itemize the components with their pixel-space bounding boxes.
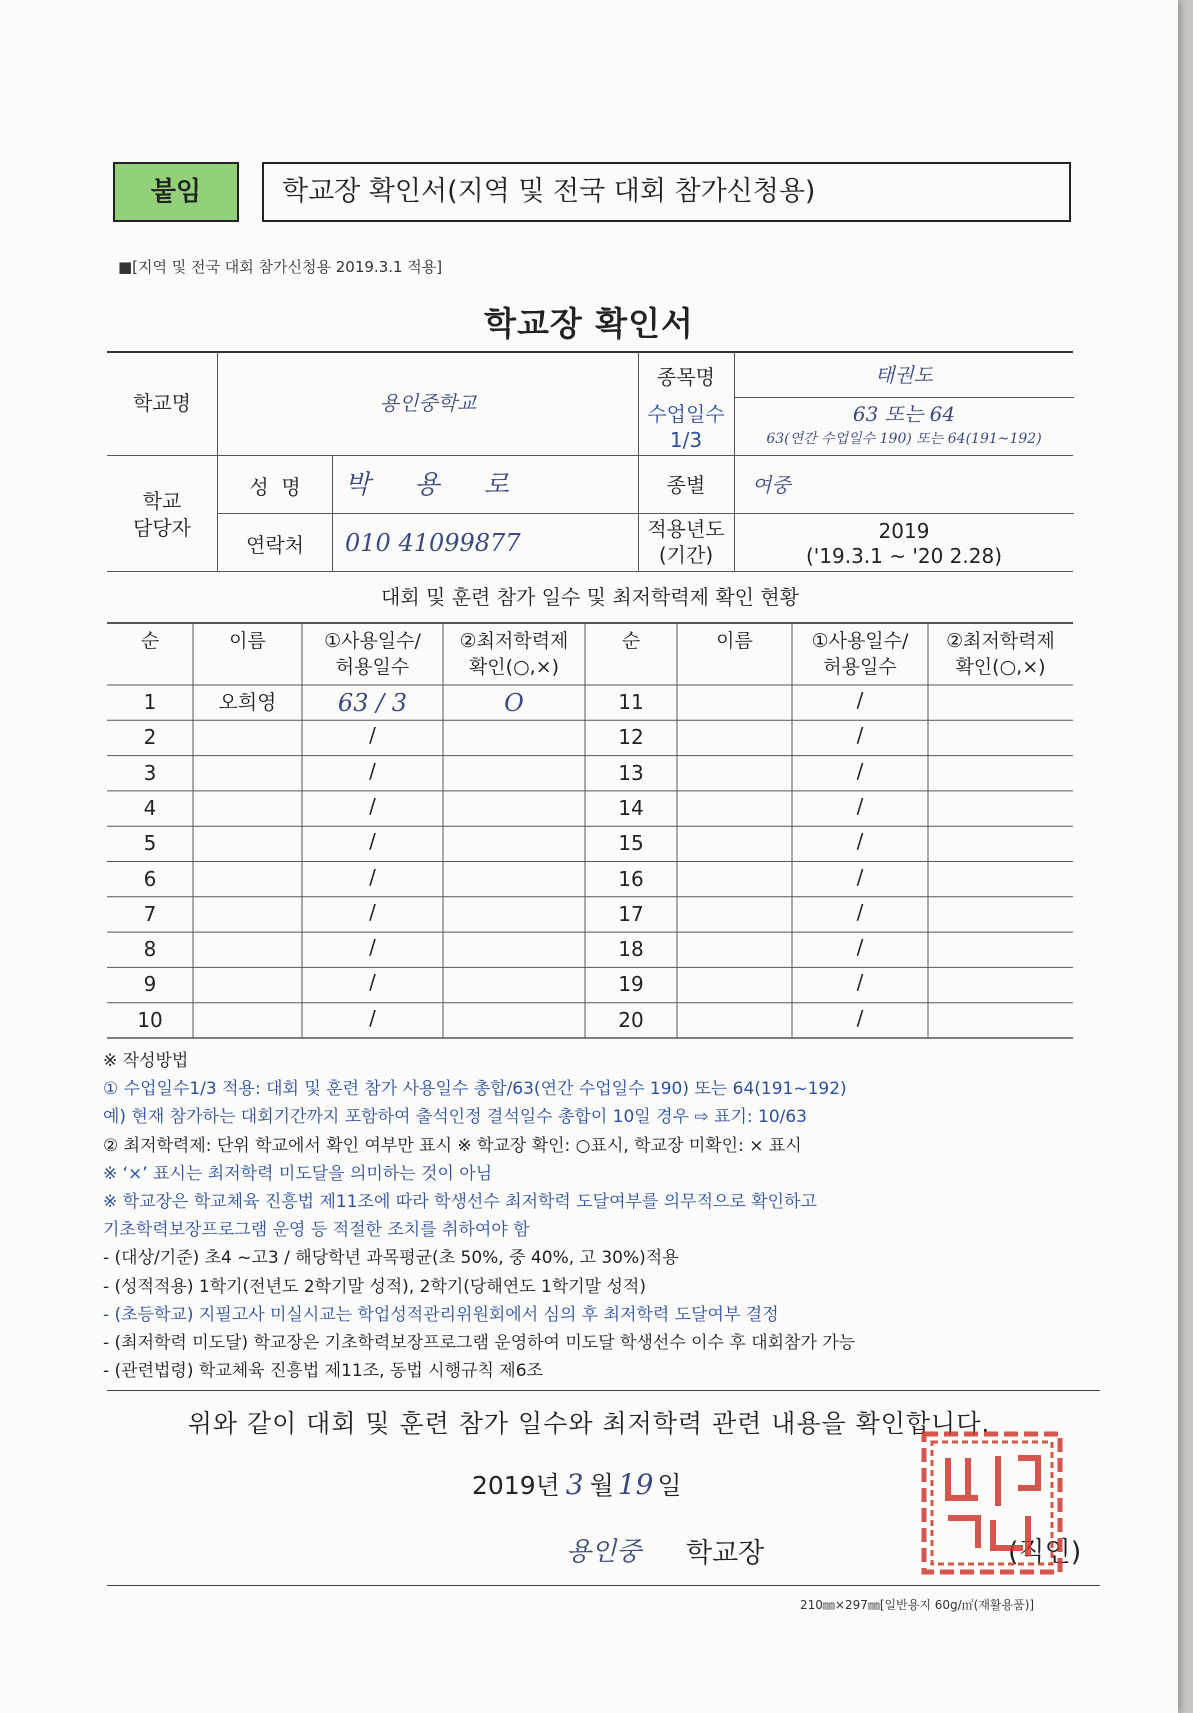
principal-role: 학교장 [686,1538,765,1569]
event-label: 종목명 [657,365,715,389]
days-note: 63(연간 수업일수 190) 또는 64(191~192) [766,431,1042,447]
year-label: 적용년도 (기간) [647,517,725,567]
official-stamp [918,1428,1066,1578]
row-days: / [856,793,864,818]
instruction-line: - (초등학교) 지필고사 미실시교는 학업성적관리위원회에서 심의 후 최저학력 도달여부 결정 [103,1304,779,1325]
instruction-line: - (최저학력 미도달) 학교장은 기초학력보장프로그램 운영하여 미도달 학생선수 이수 후 대회참가 가능 [103,1333,856,1353]
date [472,1466,682,1502]
row-name: 오희영 [218,690,277,714]
table-title: 대회 및 훈련 참가 일수 및 최저학력제 확인 현황 [381,585,799,609]
school-label: 학교명 [133,391,191,415]
row-number: 11 [618,690,644,714]
row-number: 7 [143,901,157,926]
row-number: 3 [143,760,157,785]
event-value: 태권도 [875,363,933,387]
row-number: 1 [143,690,157,714]
row-number: 16 [618,866,644,891]
row-number: 18 [618,937,644,962]
row-check: O [504,689,524,717]
row-days: / [369,899,376,924]
date-month-unit: 월 [589,1471,614,1500]
row-number: 9 [143,972,157,997]
table-header-cell: ②최저학력제 확인(○,×) [459,630,569,678]
instruction-line: - (관련법령) 학교체육 진흥법 제11조, 동법 시행규칙 제6조 [103,1361,543,1382]
confirm-text: 위와 같이 대회 및 훈련 참가 일수와 최저학력 관련 내용을 확인합니다. [187,1409,991,1438]
instruction-line: ※ ‘×’ 표시는 최저학력 미도달을 의미하는 것이 아님 [103,1163,493,1184]
row-days: / [856,970,864,995]
phone-label: 연락처 [246,533,304,557]
days-value: 63 또는 64 [852,402,956,426]
row-number: 10 [137,1007,163,1032]
row-days: / [856,758,864,783]
seal-label: (직인) [1008,1537,1082,1568]
row-number: 20 [618,1007,644,1032]
row-days: / [856,829,864,854]
footer-line [107,1585,1100,1586]
phone-value: 010 41099877 [345,529,521,557]
days-label: 수업일수 1/3 [647,402,725,452]
attachment-badge: 붙임 [113,162,239,222]
table-header-cell: 이름 [716,630,753,652]
row-number: 12 [618,725,644,750]
header-title: 학교장 확인서(지역 및 전국 대회 참가신청용) [262,162,1071,222]
date-day-unit: 일 [657,1471,682,1500]
row-days: 63 / 3 [337,689,408,717]
row-number: 13 [618,760,644,785]
row-days: / [369,1005,376,1030]
school-value: 용인중학교 [379,391,477,415]
row-number: 5 [143,831,157,856]
table-header-cell: 이름 [229,630,266,652]
sub-note: ■[지역 및 전국 대회 참가신청용 2019.3.1 적용] [118,258,443,276]
table-header-cell: 순 [140,630,160,652]
row-days: / [856,899,864,924]
row-days: / [369,723,376,748]
row-number: 2 [143,725,157,750]
row-days: / [369,970,376,995]
row-days: / [369,758,376,783]
instruction-line: 기초학력보장프로그램 운영 등 적절한 조치를 취하여야 함 [103,1220,530,1241]
row-days: / [369,864,376,889]
paper-spec: 210㎜×297㎜[일반용지 60g/㎡(재활용품)] [800,1598,1035,1612]
gender-value: 여중 [752,473,791,497]
row-number: 15 [618,831,644,856]
row-number: 17 [618,901,644,926]
row-days: / [856,935,864,960]
instruction-line: - (성적적용) 1학기(전년도 2학기말 성적), 2학기(당해연도 1학기말 성적) [103,1276,646,1297]
gender-label: 종별 [666,473,706,497]
row-number: 14 [618,795,644,820]
table-header-cell: ①사용일수/ 허용일수 [324,630,421,678]
notes-bottom-line [107,1390,1100,1391]
instruction-line: ※ 작성방법 [103,1051,189,1071]
date-year: 2019년 [472,1471,560,1500]
row-number: 6 [143,866,157,891]
table-header-cell: ①사용일수/ 허용일수 [811,630,909,678]
row-days: / [856,723,864,748]
row-days: / [856,1005,864,1030]
row-days: / [856,864,864,889]
manager-name: 박 용 로 [345,470,527,500]
instruction-line: ※ 학교장은 학교체육 진흥법 제11조에 따라 학생선수 최저학력 도달여부를 의무적으로 확인하고 [103,1192,817,1212]
table-header-cell: 순 [621,630,641,652]
year-range: ('19.3.1 ~ '20 2.28) [805,544,1003,568]
row-days: / [369,793,376,818]
row-number: 8 [143,937,157,962]
year-value: 2019 [878,519,930,543]
document-title: 학교장 확인서 [484,304,694,343]
instruction-line: - (대상/기준) 초4 ~고3 / 해당학년 과목평균(초 50%, 중 40%, 고 30%)적용 [103,1248,679,1269]
instruction-line: ① 수업일수1/3 적용: 대회 및 훈련 참가 사용일수 총합/63(연간 수업일수 190) 또는 64(191~192) [103,1079,847,1100]
table-header-cell: ②최저학력제 확인(○,×) [946,630,1055,678]
row-days: / [369,935,376,960]
row-number: 19 [618,972,644,997]
contact-label: 학교 담당자 [133,489,191,540]
row-number: 4 [143,795,157,820]
row-days: / [369,829,376,854]
instruction-line: ② 최저학력제: 단위 학교에서 확인 여부만 표시 ※ 학교장 확인: ○표시, 학교장 미확인: × 표시 [103,1135,802,1156]
date-day: 19 [617,1468,654,1501]
school-handwritten: 용인중 [566,1537,642,1567]
row-days: / [856,688,864,712]
date-month: 3 [565,1468,584,1501]
instruction-line: 예) 현재 참가하는 대회기간까지 포함하여 출석인정 결석일수 총합이 10일 경우 ⇨ 표기: 10/63 [103,1107,807,1128]
name-label: 성 명 [249,475,301,499]
